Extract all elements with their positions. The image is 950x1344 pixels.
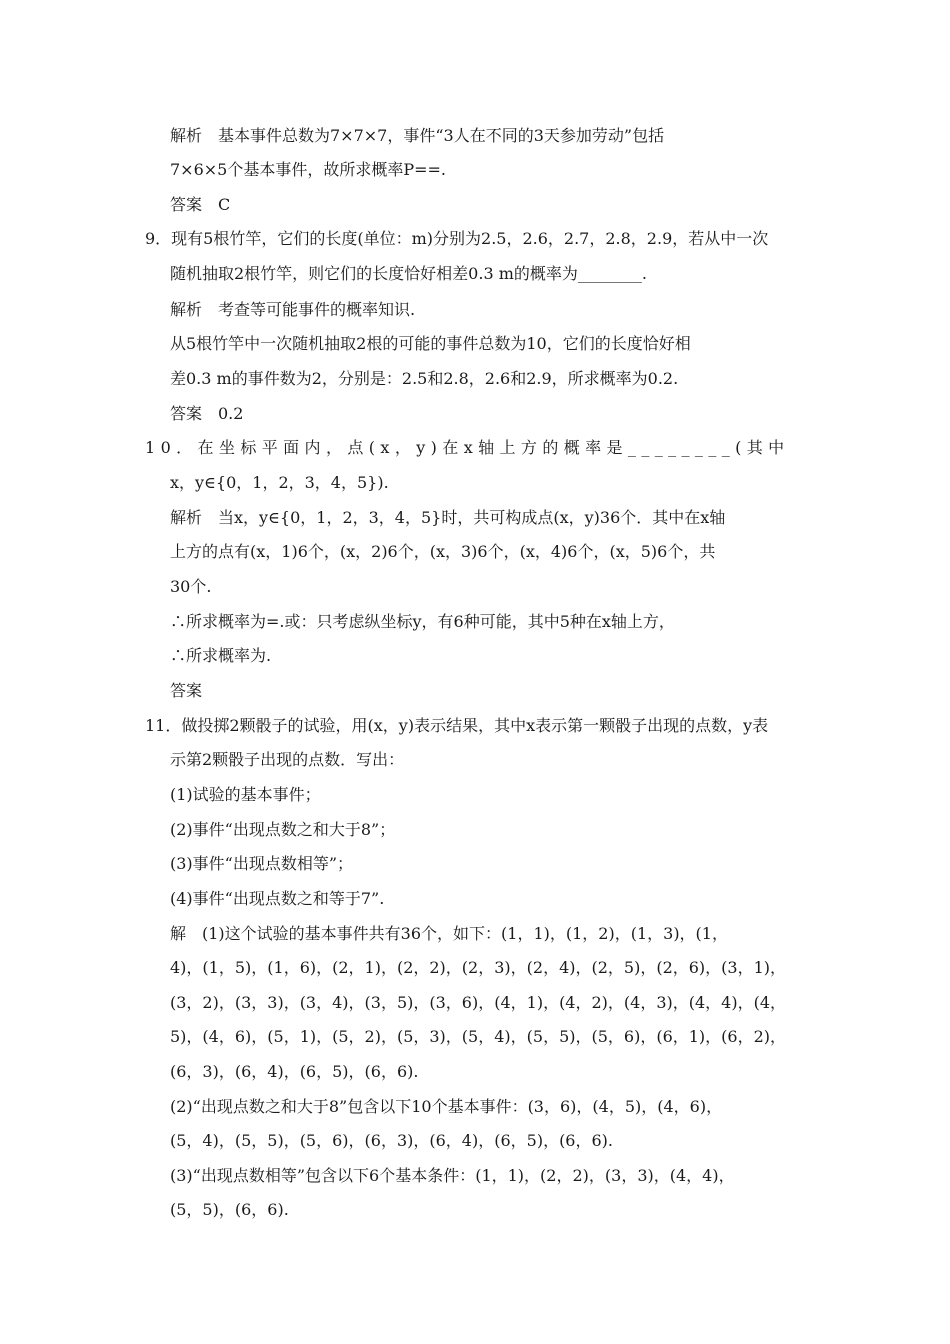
solution-8-line-1: 解析 基本事件总数为7×7×7，事件“3人在不同的3天参加劳动”包括 [170,126,665,145]
question-9-line-1: 9．现有5根竹竿，它们的长度(单位：m)分别为2.5，2.6，2.7，2.8，2.9，若从中一次 [145,229,769,248]
solution-10-line-4: ∴所求概率为=.或：只考虑纵坐标y，有6种可能，其中5种在x轴上方， [170,612,675,631]
answer-10: 答案 [170,681,203,700]
solution-10-line-2: 上方的点有(x，1)6个，(x，2)6个，(x，3)6个，(x，4)6个，(x，5)6个，共 [170,542,716,561]
solution-8-line-2: 7×6×5个基本事件，故所求概率P==. [170,160,447,179]
question-9-line-2: 随机抽取2根竹竿，则它们的长度恰好相差0.3 m的概率为________. [170,264,647,283]
question-11-line-1: 11．做投掷2颗骰子的试验，用(x，y)表示结果，其中x表示第一颗骰子出现的点数，y表 [145,716,769,735]
solution-10-line-3: 30个. [170,577,212,596]
question-11-part-3: (3)事件“出现点数相等”； [170,854,354,873]
solution-11-line-1: 解 (1)这个试验的基本事件共有36个，如下：(1，1)，(1，2)，(1，3)，(1， [170,924,728,943]
solution-11-line-6: (2)“出现点数之和大于8”包含以下10个基本事件：(3，6)，(4，5)，(4，6)， [170,1097,723,1116]
solution-11-line-4: 5)，(4，6)，(5，1)，(5，2)，(5，3)，(5，4)，(5，5)，(5，6)，(6，1)，(6，2)， [170,1027,787,1046]
question-11-part-1: (1)试验的基本事件； [170,785,321,804]
question-11-part-4: (4)事件“出现点数之和等于7”. [170,889,385,908]
solution-11-line-2: 4)，(1，5)，(1，6)，(2，1)，(2，2)，(2，3)，(2，4)，(2，5)，(2，6)，(3，1)， [170,958,787,977]
solution-9-line-1: 解析 考查等可能事件的概率知识. [170,300,416,319]
solution-11-line-3: (3，2)，(3，3)，(3，4)，(3，5)，(3，6)，(4，1)，(4，2)，(4，3)，(4，4)，(4， [170,993,787,1012]
question-11-part-2: (2)事件“出现点数之和大于8”； [170,820,396,839]
answer-9: 答案 0.2 [170,404,244,423]
solution-11-line-8: (3)“出现点数相等”包含以下6个基本条件：(1，1)，(2，2)，(3，3)，(4，4)， [170,1166,735,1185]
question-10-line-1: 10．在坐标平面内，点(x，y)在x轴上方的概率是________(其中 [145,438,790,457]
solution-9-line-3: 差0.3 m的事件数为2，分别是：2.5和2.8，2.6和2.9，所求概率为0.2. [170,369,679,388]
solution-10-line-5: ∴所求概率为. [170,646,272,665]
solution-11-line-7: (5，4)，(5，5)，(5，6)，(6，3)，(6，4)，(6，5)，(6，6). [170,1131,613,1150]
solution-11-line-9: (5，5)，(6，6). [170,1200,289,1219]
question-11-line-2: 示第2颗骰子出现的点数．写出： [170,750,405,769]
solution-10-line-1: 解析 当x，y∈{0，1，2，3，4，5}时，共可构成点(x，y)36个．其中在x轴 [170,508,726,527]
answer-8: 答案 C [170,195,231,214]
solution-11-line-5: (6，3)，(6，4)，(6，5)，(6，6). [170,1062,419,1081]
solution-9-line-2: 从5根竹竿中一次随机抽取2根的可能的事件总数为10，它们的长度恰好相 [170,334,691,353]
question-10-line-2: x，y∈{0，1，2，3，4，5}). [170,473,389,492]
